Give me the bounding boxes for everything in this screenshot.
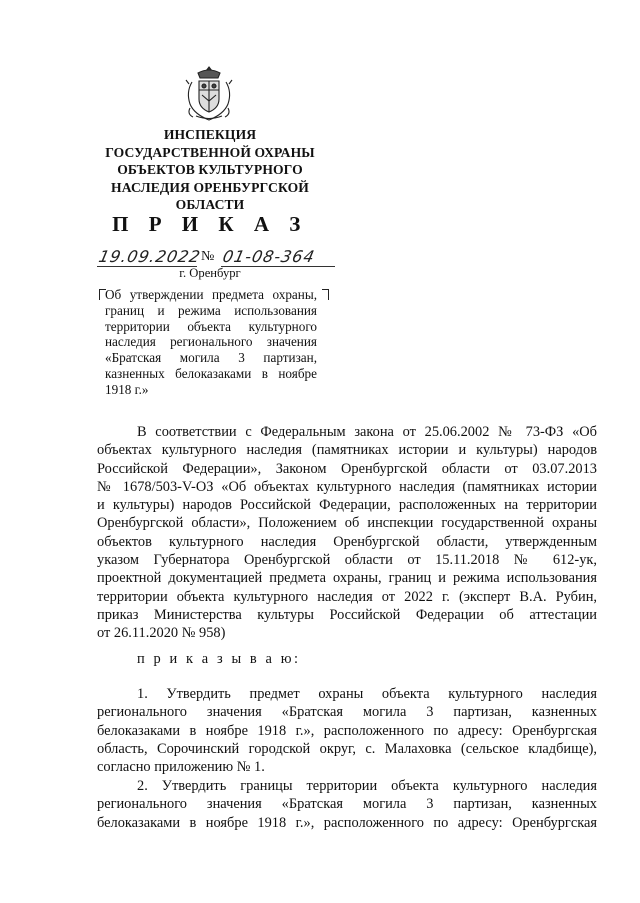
document-type-title: П Р И К А З: [112, 212, 308, 236]
preamble-line: В соответствии с Федеральным закона от 25.06.2002 № 73-ФЗ «Об: [137, 424, 597, 440]
subject-line: границ и режима использования: [105, 302, 317, 318]
preamble-line: проектной документацией предмета охраны, границ и режима использования: [97, 570, 597, 587]
subject-line: казненных белоказаками в ноябре: [105, 365, 317, 381]
handwritten-date: 19.09.2022: [96, 247, 203, 266]
org-line: ГОСУДАРСТВЕННОЙ ОХРАНЫ: [105, 144, 315, 160]
preamble-line: приказ Министерства культуры Российской Федерации об аттестации: [97, 606, 597, 623]
preamble-line: Российской Федерации», Законом Оренбургской области от 03.07.2013: [97, 460, 597, 477]
item-line: согласно приложению № 1.: [97, 759, 265, 776]
item-line: 1. Утвердить предмет охраны объекта культурного наследия: [137, 686, 597, 702]
org-line: ИНСПЕКЦИЯ: [163, 127, 257, 142]
item-line: белоказаками в ноябре 1918 г.», расположенного по адресу: Оренбургская: [97, 722, 597, 739]
preamble-line: территории объекта культурного наследия от 2022 г. (эксперт В.А. Рубин,: [97, 588, 597, 605]
number-sign: №: [201, 249, 215, 264]
item-line: белоказаками в ноябре 1918 г.», расположенного по адресу: Оренбургская: [97, 814, 597, 831]
order-item-2: [97, 777, 597, 832]
preamble-line: от 26.11.2020 № 958): [97, 625, 226, 642]
subject-bracket-right: [322, 289, 329, 300]
item-line: 2. Утвердить границы территории объекта культурного наследия: [137, 778, 597, 794]
preamble-line: Оренбургской области», Положением об инспекции государственной охраны: [97, 515, 597, 532]
preamble-line: и культуры) народов Российской Федерации, расположенных на территории: [97, 497, 597, 514]
org-line: ОБЪЕКТОВ КУЛЬТУРНОГО: [117, 162, 303, 178]
preamble-line: объектов культурного наследия Оренбургской области, утвержденным: [97, 533, 597, 550]
orenburg-coat-of-arms-icon: [184, 64, 234, 122]
item-line: область, Сорочинский городской округ, с. Малаховка (сельское кладбище),: [97, 740, 597, 757]
city-label: г. Оренбург: [179, 266, 241, 280]
preamble-line: указом Губернатора Оренбургской области от 15.11.2018 № 612-ук,: [97, 552, 597, 569]
subject-line: 1918 г.»: [105, 381, 149, 397]
subject-line: территории объекта культурного: [105, 318, 317, 334]
subject-line: наследия регионального значения: [105, 334, 317, 350]
preamble-line: № 1678/503-V-ОЗ «Об объектах культурного наследия (памятниках истории: [97, 478, 597, 495]
org-line: НАСЛЕДИЯ ОРЕНБУРГСКОЙ: [111, 179, 309, 195]
subject-line: «Братская могила 3 партизан,: [105, 350, 317, 366]
order-subject: [105, 287, 317, 398]
preamble-line: объектах культурного наследия (памятниках истории и культуры) народов: [97, 442, 597, 459]
preamble-paragraph: [97, 423, 597, 643]
item-line: регионального значения «Братская могила 3 партизан, казненных: [97, 796, 597, 813]
subject-line: Об утверждении предмета охраны,: [105, 287, 317, 302]
order-word: п р и к а з ы в а ю:: [137, 651, 301, 667]
order-item-1: [97, 685, 597, 776]
org-line: ОБЛАСТИ: [175, 197, 245, 213]
item-line: регионального значения «Братская могила 3 партизан, казненных: [97, 704, 597, 721]
organization-name: [92, 126, 328, 214]
handwritten-number: 01-08-364: [220, 247, 317, 266]
